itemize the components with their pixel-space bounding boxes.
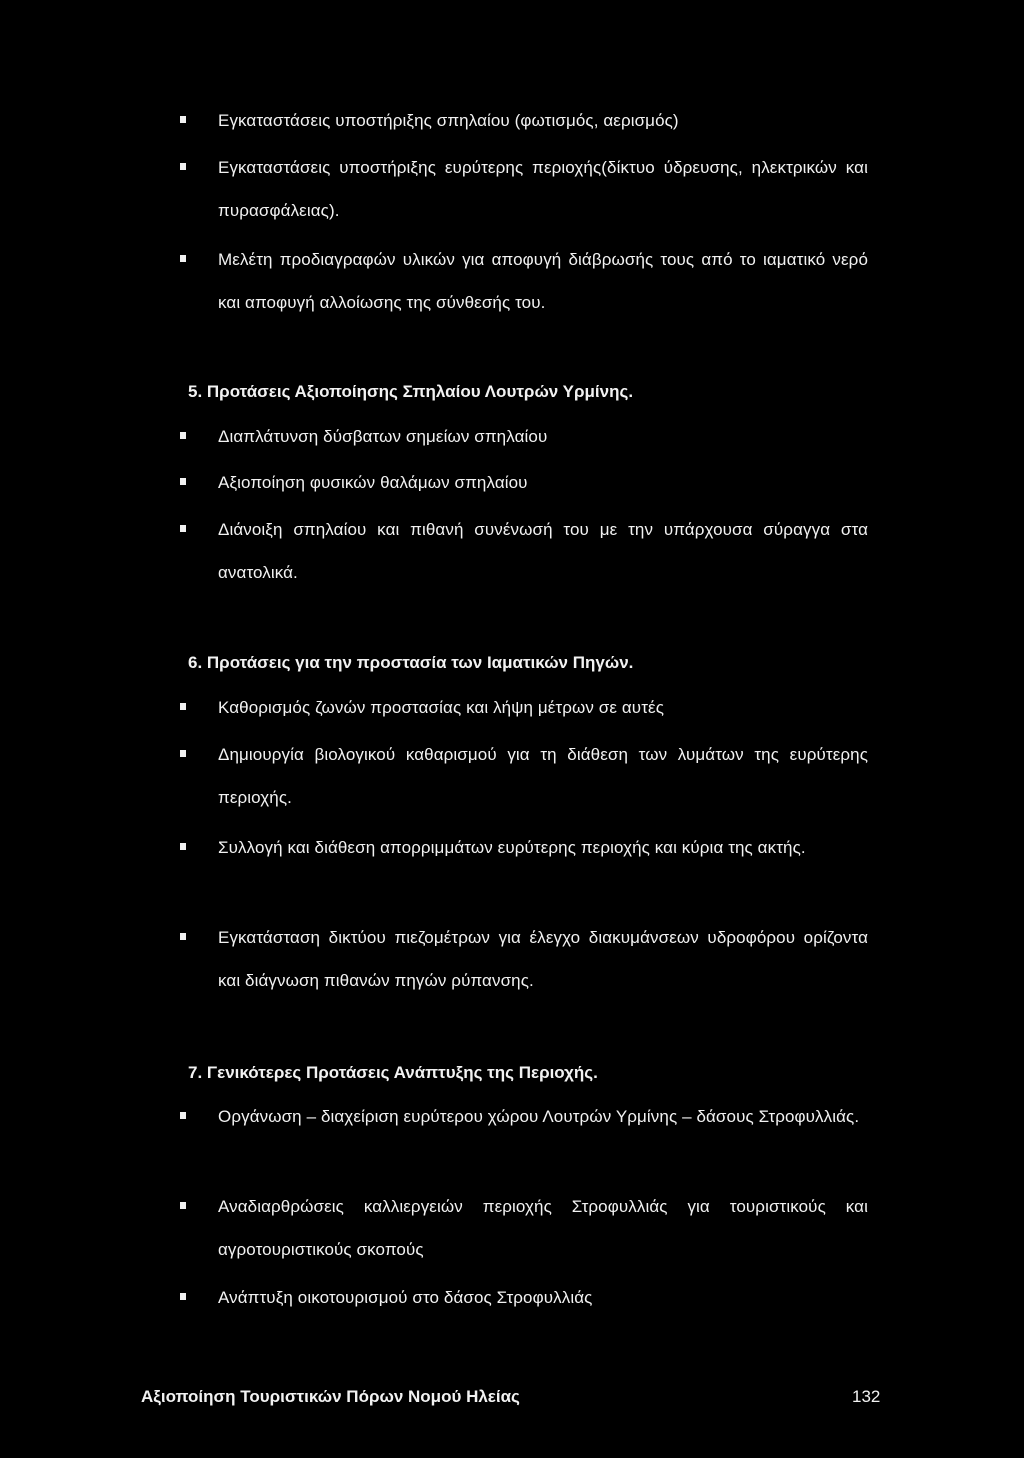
list-item bbox=[218, 1276, 868, 1319]
list-item-text: Εγκατάσταση δικτύου πιεζομέτρων για έλεγχο διακυμάνσεων υδροφόρου ορίζοντα και διάγνωση πιθανών πηγών ρύπανσης. bbox=[218, 928, 868, 990]
section-heading: 7. Γενικότερες Προτάσεις Ανάπτυξης της Περιοχής. bbox=[188, 1063, 598, 1082]
list-item bbox=[218, 1185, 868, 1271]
list-item bbox=[218, 238, 868, 324]
list-item bbox=[218, 686, 868, 729]
list-item-text: Εγκαταστάσεις υποστήριξης ευρύτερης περιοχής(δίκτυο ύδρευσης, ηλεκτρικών και πυρασφάλειας). bbox=[218, 158, 868, 220]
section-heading: 6. Προτάσεις για την προστασία των Ιαματικών Πηγών. bbox=[188, 653, 634, 672]
bullet-icon bbox=[180, 163, 186, 170]
bullet-icon bbox=[180, 750, 186, 757]
list-item bbox=[218, 826, 868, 869]
list-item-text: Ανάπτυξη οικοτουρισμού στο δάσος Στροφυλλιάς bbox=[218, 1288, 593, 1307]
list-item bbox=[218, 146, 868, 232]
bullet-icon bbox=[180, 525, 186, 532]
bullet-icon bbox=[180, 255, 186, 262]
list-item-text: Καθορισμός ζωνών προστασίας και λήψη μέτρων σε αυτές bbox=[218, 698, 664, 717]
list-item-text: Μελέτη προδιαγραφών υλικών για αποφυγή διάβρωσής τους από το ιαματικό νερό και αποφυγή αλλοίωσης της σύνθεσής του. bbox=[218, 250, 868, 312]
list-item-text: Διαπλάτυνση δύσβατων σημείων σπηλαίου bbox=[218, 427, 548, 446]
list-item-text: Διάνοιξη σπηλαίου και πιθανή συνένωσή του με την υπάρχουσα σύραγγα στα ανατολικά. bbox=[218, 520, 868, 582]
bullet-icon bbox=[180, 116, 186, 123]
list-item bbox=[218, 916, 868, 1002]
list-item bbox=[218, 508, 868, 594]
list-item bbox=[218, 1095, 868, 1138]
bullet-icon bbox=[180, 933, 186, 940]
bullet-icon bbox=[180, 1112, 186, 1119]
section-heading: 5. Προτάσεις Αξιοποίησης Σπηλαίου Λουτρών Υρμίνης. bbox=[188, 382, 634, 401]
list-item bbox=[218, 733, 868, 819]
bullet-icon bbox=[180, 843, 186, 850]
bullet-icon bbox=[180, 478, 186, 485]
bullet-icon bbox=[180, 1202, 186, 1209]
list-item bbox=[218, 415, 868, 458]
bullet-icon bbox=[180, 1293, 186, 1300]
page-number: 132 bbox=[852, 1387, 881, 1406]
bullet-icon bbox=[180, 703, 186, 710]
footer-title: Αξιοποίηση Τουριστικών Πόρων Νομού Ηλείας bbox=[141, 1387, 520, 1406]
bullet-icon bbox=[180, 432, 186, 439]
list-item-text: Αξιοποίηση φυσικών θαλάμων σπηλαίου bbox=[218, 473, 528, 492]
list-item-text: Οργάνωση – διαχείριση ευρύτερου χώρου Λουτρών Υρμίνης – δάσους Στροφυλλιάς. bbox=[218, 1107, 860, 1126]
list-item bbox=[218, 99, 868, 142]
list-item-text: Συλλογή και διάθεση απορριμμάτων ευρύτερης περιοχής και κύρια της ακτής. bbox=[218, 838, 806, 857]
list-item-text: Εγκαταστάσεις υποστήριξης σπηλαίου (φωτισμός, αερισμός) bbox=[218, 111, 679, 130]
list-item-text: Αναδιαρθρώσεις καλλιεργειών περιοχής Στροφυλλιάς για τουριστικούς και αγροτουριστικούς σκοπούς bbox=[218, 1197, 868, 1259]
list-item bbox=[218, 461, 868, 504]
list-item-text: Δημιουργία βιολογικού καθαρισμού για τη διάθεση των λυμάτων της ευρύτερης περιοχής. bbox=[218, 745, 868, 807]
